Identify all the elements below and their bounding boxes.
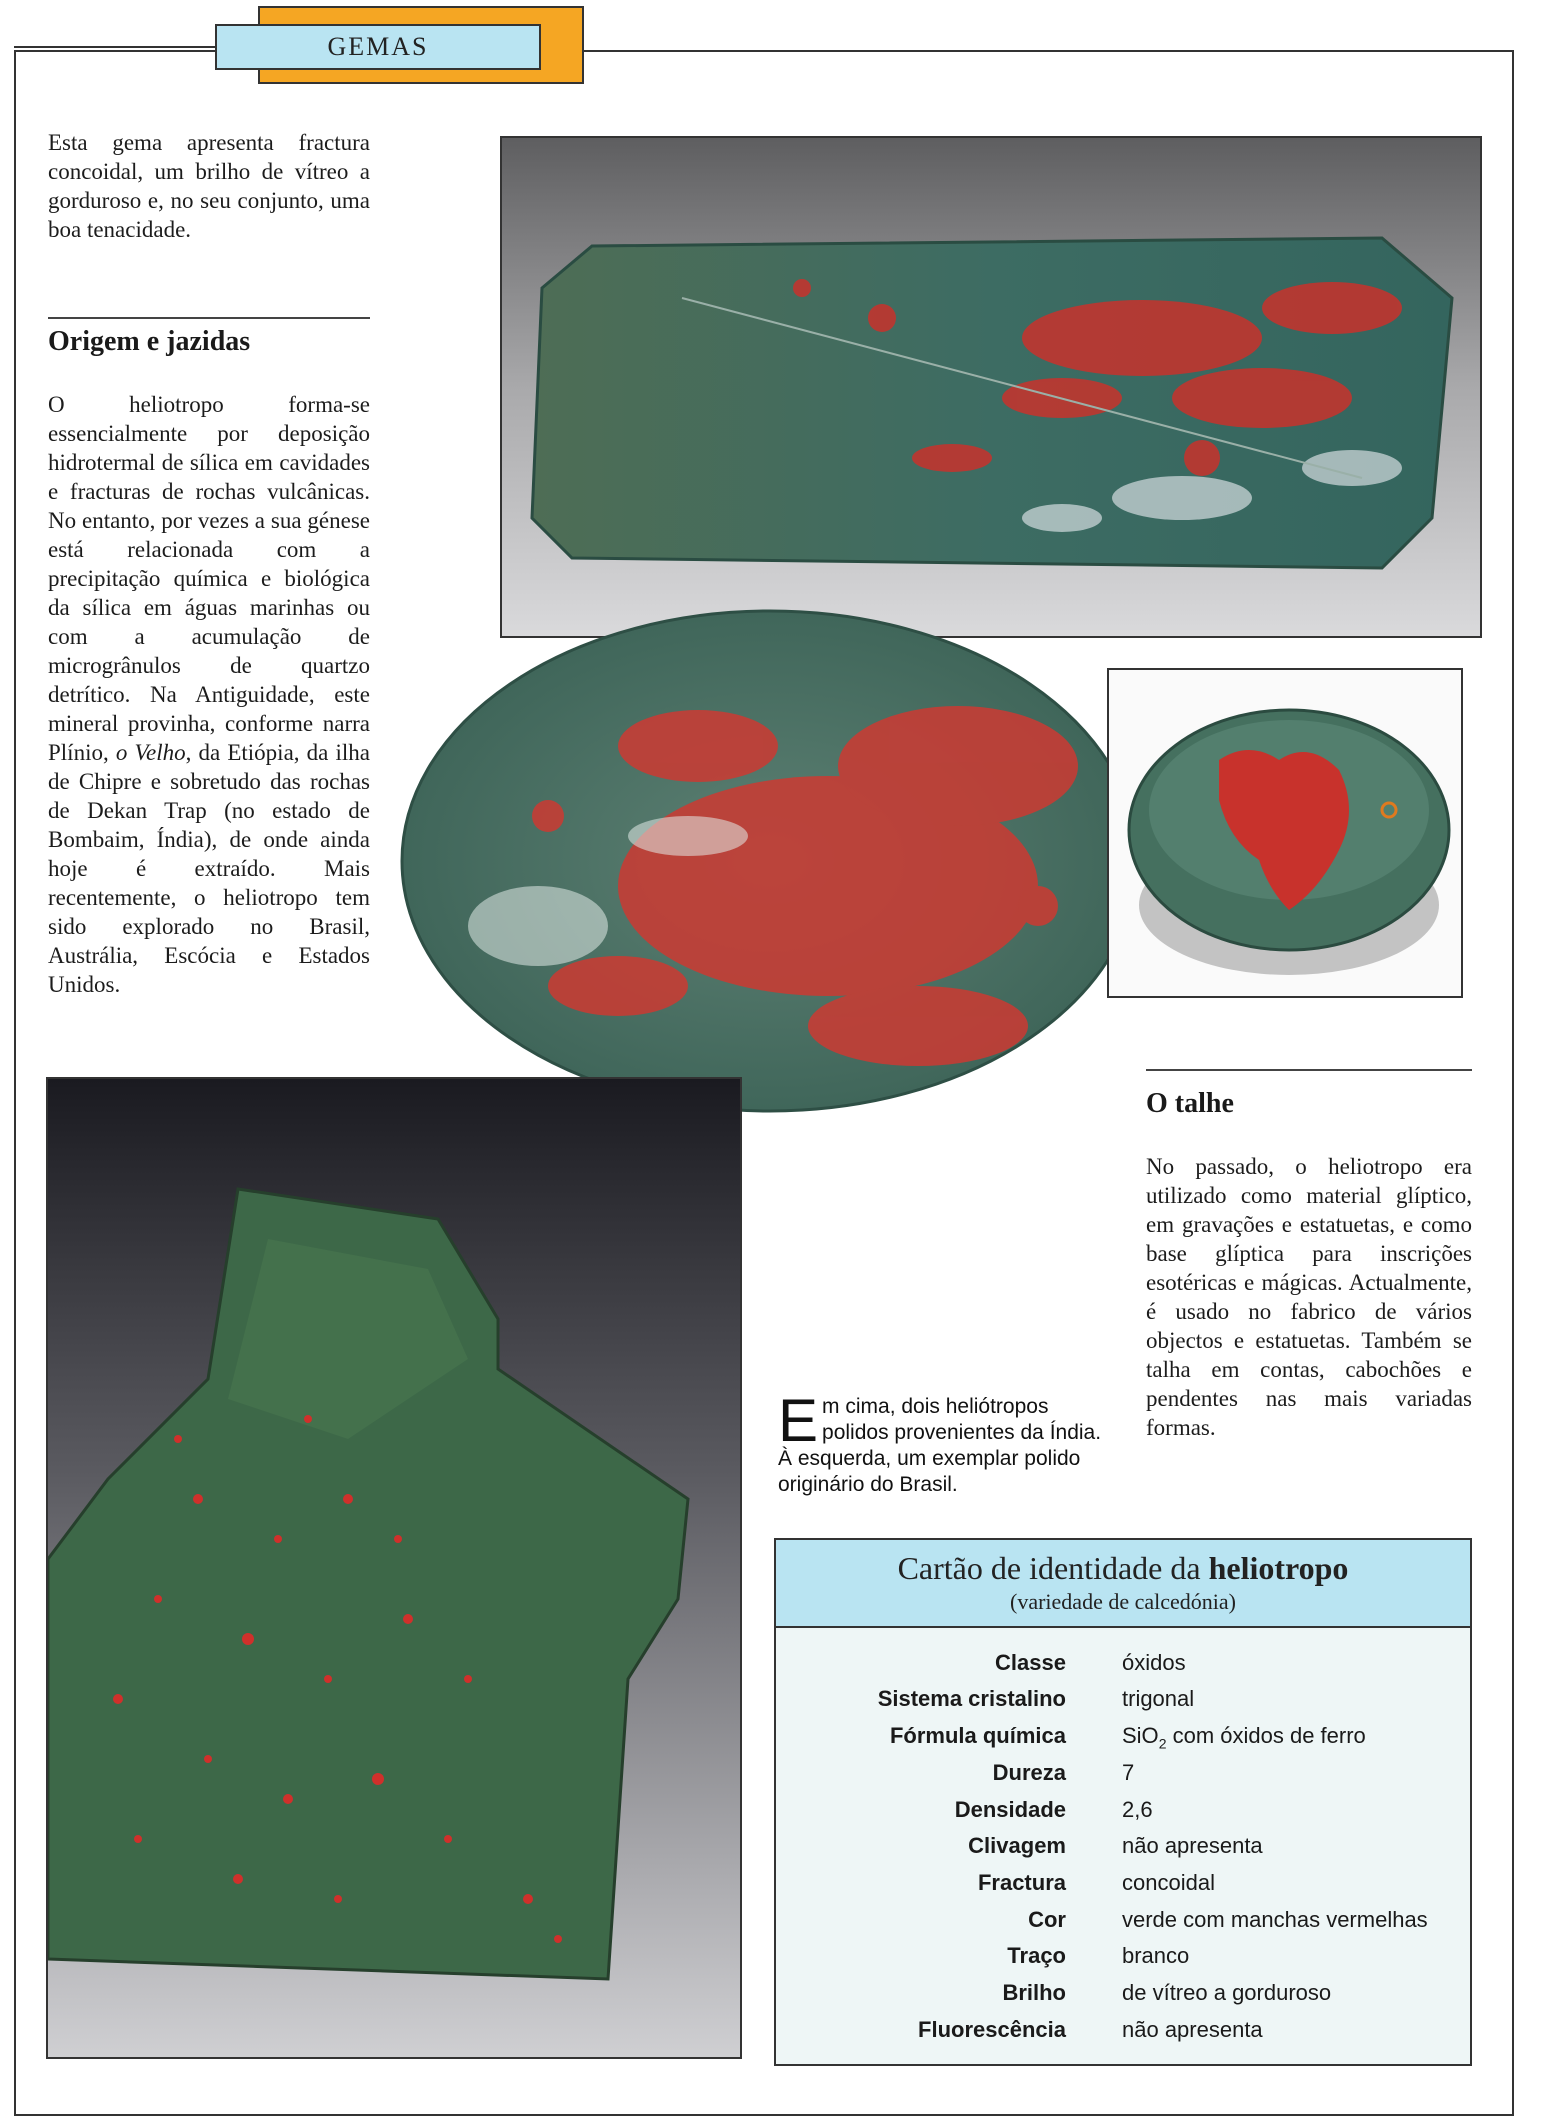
formula-subscript: 2 xyxy=(1158,1735,1167,1752)
section-divider xyxy=(48,317,370,319)
id-row-classe xyxy=(776,1650,1470,1686)
header-rule xyxy=(14,46,216,48)
id-row-brilho xyxy=(776,1980,1470,2016)
id-label: Sistema cristalino xyxy=(877,1686,1066,1711)
identity-card-subtitle: (variedade de calcedónia) xyxy=(1010,1589,1236,1614)
id-value: trigonal xyxy=(1122,1686,1195,1711)
id-value: verde com manchas vermelhas xyxy=(1122,1907,1428,1932)
id-row-fractura xyxy=(776,1870,1470,1906)
id-label: Dureza xyxy=(992,1760,1066,1785)
origin-text-b: , da Etiópia, da ilha de Chipre e sobretudo das rochas de Dekan Trap (no estado de Bombaim, Índia), de onde ainda hoje é extraído. Mais recentemente, o heliotropo tem sido explorado no Brasil, Austrália, Escócia e Estados Unidos. xyxy=(48,740,370,997)
id-value: não apresenta xyxy=(1122,1833,1263,1858)
id-value: concoidal xyxy=(1122,1870,1215,1895)
formula-suffix: com óxidos de ferro xyxy=(1166,1723,1366,1748)
photo-elongated-heliotrope xyxy=(500,136,1482,638)
origin-paragraph xyxy=(48,390,370,999)
id-row-clivagem xyxy=(776,1833,1470,1869)
section-divider xyxy=(1146,1069,1472,1071)
caption-initial: E xyxy=(778,1387,819,1454)
origin-title: Origem e jazidas xyxy=(48,326,251,357)
origin-text-a: O heliotropo forma-se essencialmente por deposição hidrotermal de sílica em cavidades e fracturas de rochas vulcânicas. No entanto, por vezes a sua génese está relacionada com a precipitação química e biológica da sílica em águas marinhas ou com a acumulação de microgrânulos de quartzo detrítico. Na Antiguidade, este mineral provinha, conforme narra Plínio, xyxy=(48,392,370,765)
photo-caption xyxy=(778,1387,1104,1498)
id-value: não apresenta xyxy=(1122,2017,1263,2042)
cutting-paragraph: No passado, o heliotropo era utilizado como material glíptico, em gravações e estatuetas, e como base glíptica para inscrições esotéricas e mágicas. Actualmente, é usado no fabrico de vários objectos e estatuetas. Também se talha em contas, cabochões e pendentes nas mais variadas formas. xyxy=(1146,1154,1472,1440)
id-row-traco xyxy=(776,1943,1470,1979)
id-row-dureza xyxy=(776,1760,1470,1796)
section-header: GEMAS xyxy=(215,24,541,70)
id-value: de vítreo a gorduroso xyxy=(1122,1980,1332,2005)
id-label: Fractura xyxy=(977,1870,1066,1895)
photo-brazil-heliotrope xyxy=(46,1077,742,2059)
photo-oval-heliotrope xyxy=(398,606,1142,1116)
cutting-title: O talhe xyxy=(1146,1088,1234,1119)
id-row-sistema xyxy=(776,1686,1470,1722)
id-label: Classe xyxy=(995,1650,1066,1675)
id-label: Cor xyxy=(1028,1907,1066,1932)
caption-text: m cima, dois heliótropos polidos provenientes da Índia. À esquerda, um exemplar polido originário do Brasil. xyxy=(778,1395,1102,1496)
identity-card-title-name: heliotropo xyxy=(1208,1550,1349,1586)
id-label: Brilho xyxy=(1002,1980,1066,2005)
formula-base: SiO xyxy=(1122,1723,1159,1748)
id-value: branco xyxy=(1122,1943,1190,1968)
intro-paragraph: Esta gema apresenta fractura concoidal, um brilho de vítreo a gorduroso e, no seu conjunto, uma boa tenacidade. xyxy=(48,130,370,242)
origin-text-em: o Velho xyxy=(115,740,186,765)
id-row-densidade xyxy=(776,1797,1470,1833)
identity-card-title-prefix: Cartão de identidade da xyxy=(897,1550,1209,1586)
identity-card-title xyxy=(776,1540,1470,1587)
identity-card-header xyxy=(776,1540,1470,1628)
id-value: 2,6 xyxy=(1122,1797,1153,1822)
id-row-formula xyxy=(776,1723,1470,1759)
id-label: Traço xyxy=(1007,1943,1066,1968)
id-label: Fórmula química xyxy=(889,1723,1066,1748)
id-label: Fluorescência xyxy=(918,2017,1066,2042)
id-label: Clivagem xyxy=(968,1833,1066,1858)
id-value: 7 xyxy=(1122,1760,1135,1785)
id-row-fluorescencia xyxy=(776,2017,1470,2053)
identity-card xyxy=(774,1538,1472,2066)
id-label: Densidade xyxy=(954,1797,1066,1822)
id-row-cor xyxy=(776,1907,1470,1943)
id-value-formula xyxy=(1122,1723,1366,1751)
photo-cabochon-heliotrope xyxy=(1107,668,1463,998)
id-value: óxidos xyxy=(1122,1650,1186,1675)
